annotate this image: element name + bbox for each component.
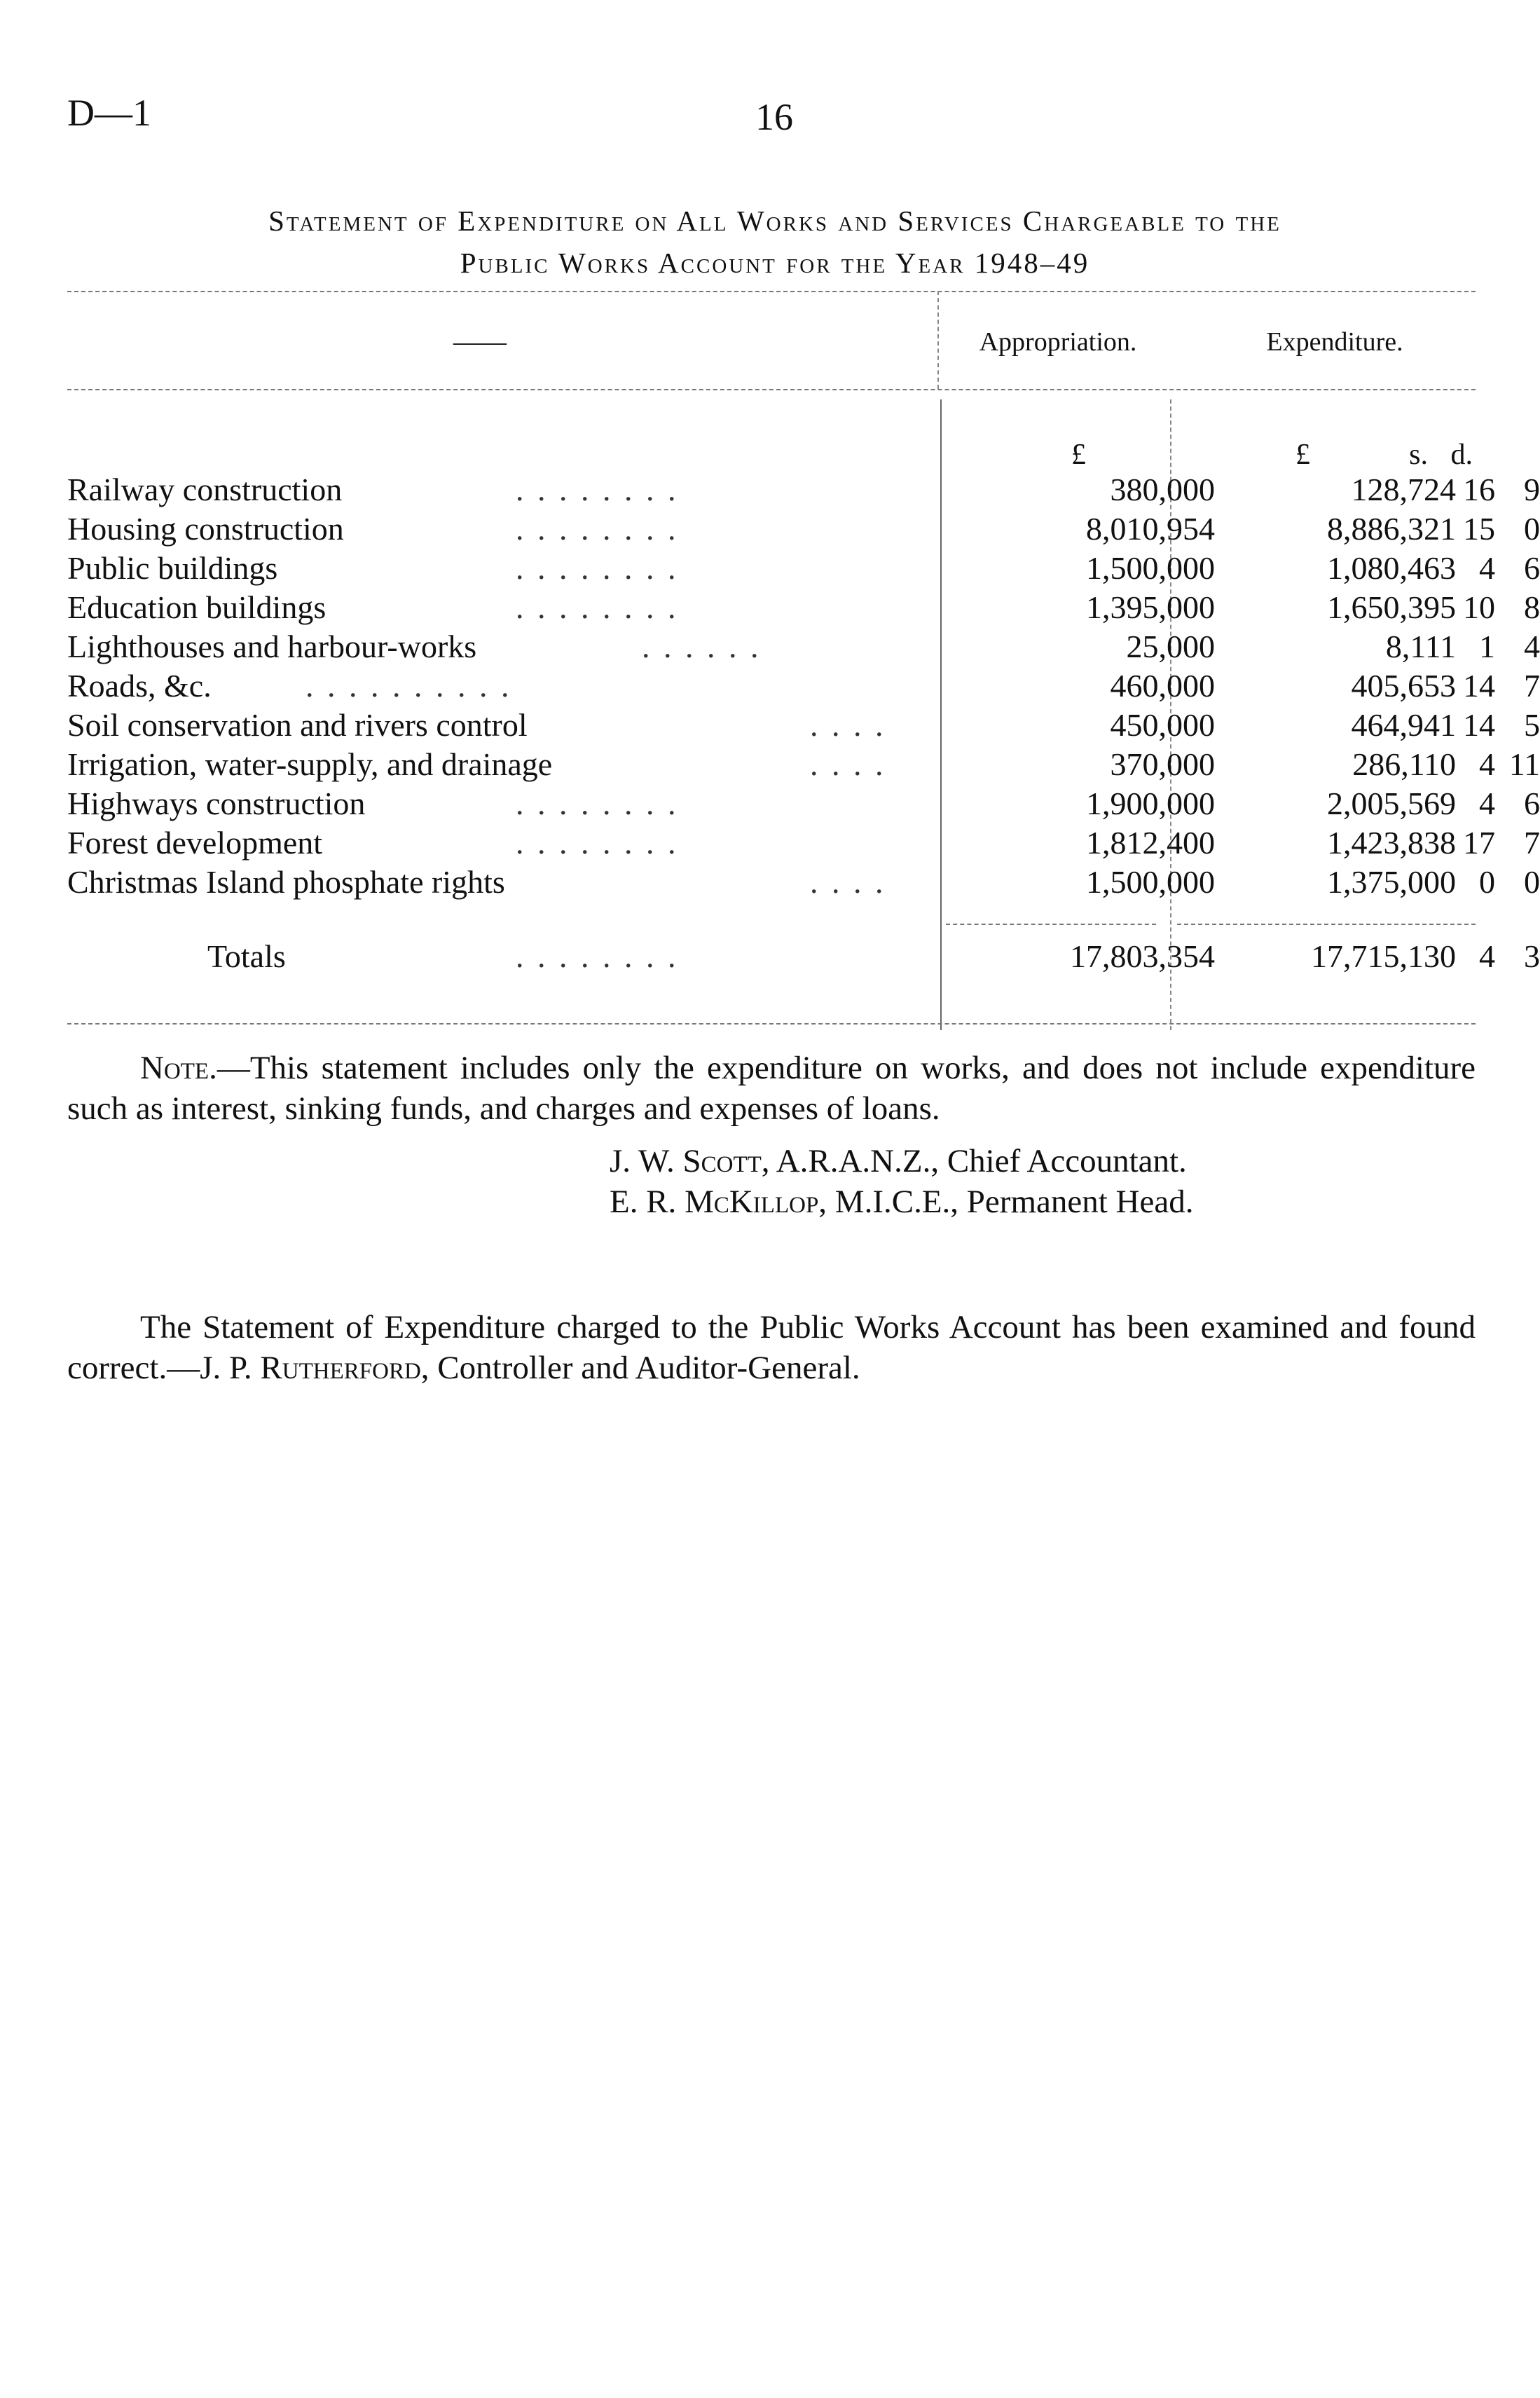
- page-number: 16: [755, 96, 793, 138]
- audit-paragraph: The Statement of Expenditure charged to the Public Works Account has been examined and found correct.—J. P. Rutherford, Controller and Auditor-General.: [67, 1309, 1476, 1386]
- blank-column-header: ——: [453, 327, 507, 357]
- table-row: Christmas Island phosphate rights . . . . 1,500,000 1,375,000 0 0: [67, 864, 1540, 900]
- table-row: Public buildings . . . . . . . . 1,500,000 1,080,463 4 6: [67, 550, 1540, 586]
- table-top-rule: [67, 291, 1476, 292]
- pound-unit-appropriation: £: [1071, 439, 1086, 471]
- pound-unit-expenditure: £: [1295, 439, 1310, 471]
- shillings-unit: s.: [1409, 439, 1428, 471]
- table-row: Education buildings . . . . . . . . 1,395,000 1,650,395 10 8: [67, 589, 1540, 625]
- table-row: Housing construction . . . . . . . . 8,010,954 8,886,321 15 0: [67, 511, 1540, 547]
- statement-title: [67, 200, 1483, 284]
- header-bottom-rule: [67, 389, 1476, 390]
- totals-rule-expenditure: [1177, 924, 1476, 925]
- signature-line-1: J. W. Scott, A.R.A.N.Z., Chief Accountant.: [610, 1143, 1187, 1179]
- appropriation-header: Appropriation.: [979, 327, 1137, 357]
- title-line-2: Public Works Account for the Year 1948–49: [460, 247, 1090, 279]
- table-row: Irrigation, water-supply, and drainage . . . . 370,000 286,110 4 11: [67, 746, 1540, 782]
- note-paragraph: [67, 1048, 1476, 1129]
- expenditure-header: Expenditure.: [1266, 327, 1403, 357]
- note-text: —This statement includes only the expenditure on works, and does not include expenditure such as interest, sinking funds, and charges and expenses of loans.: [67, 1050, 1476, 1127]
- note-lead: Note.: [140, 1050, 217, 1086]
- pence-unit: d.: [1450, 439, 1473, 471]
- section-code: D—1: [67, 92, 151, 134]
- totals-rule-appropriation: [946, 924, 1156, 925]
- table-bottom-rule: [67, 1023, 1476, 1025]
- table-row: Highways construction . . . . . . . . 1,900,000 2,005,569 4 6: [67, 786, 1540, 821]
- table-row: Soil conservation and rivers control . . . . 450,000 464,941 14 5: [67, 707, 1540, 743]
- totals-row: Totals . . . . . . . . 17,803,354 17,715,130 4 3: [207, 938, 1540, 974]
- auditor-name: Rutherford: [260, 1350, 421, 1386]
- table-row: Roads, &c. . . . . . . . . . . 460,000 405,653 14 7: [67, 668, 1540, 704]
- table-row: Forest development . . . . . . . . 1,812,400 1,423,838 17 7: [67, 825, 1540, 861]
- title-line-1: Statement of Expenditure on All Works and Services Chargeable to the: [268, 205, 1281, 237]
- table-row: Railway construction . . . . . . . . 380,000 128,724 16 9: [67, 472, 1540, 507]
- signature-line-2: E. R. McKillop, M.I.C.E., Permanent Head.: [610, 1184, 1194, 1220]
- table-row: Lighthouses and harbour-works . . . . . . 25,000 8,111 1 4: [67, 629, 1540, 664]
